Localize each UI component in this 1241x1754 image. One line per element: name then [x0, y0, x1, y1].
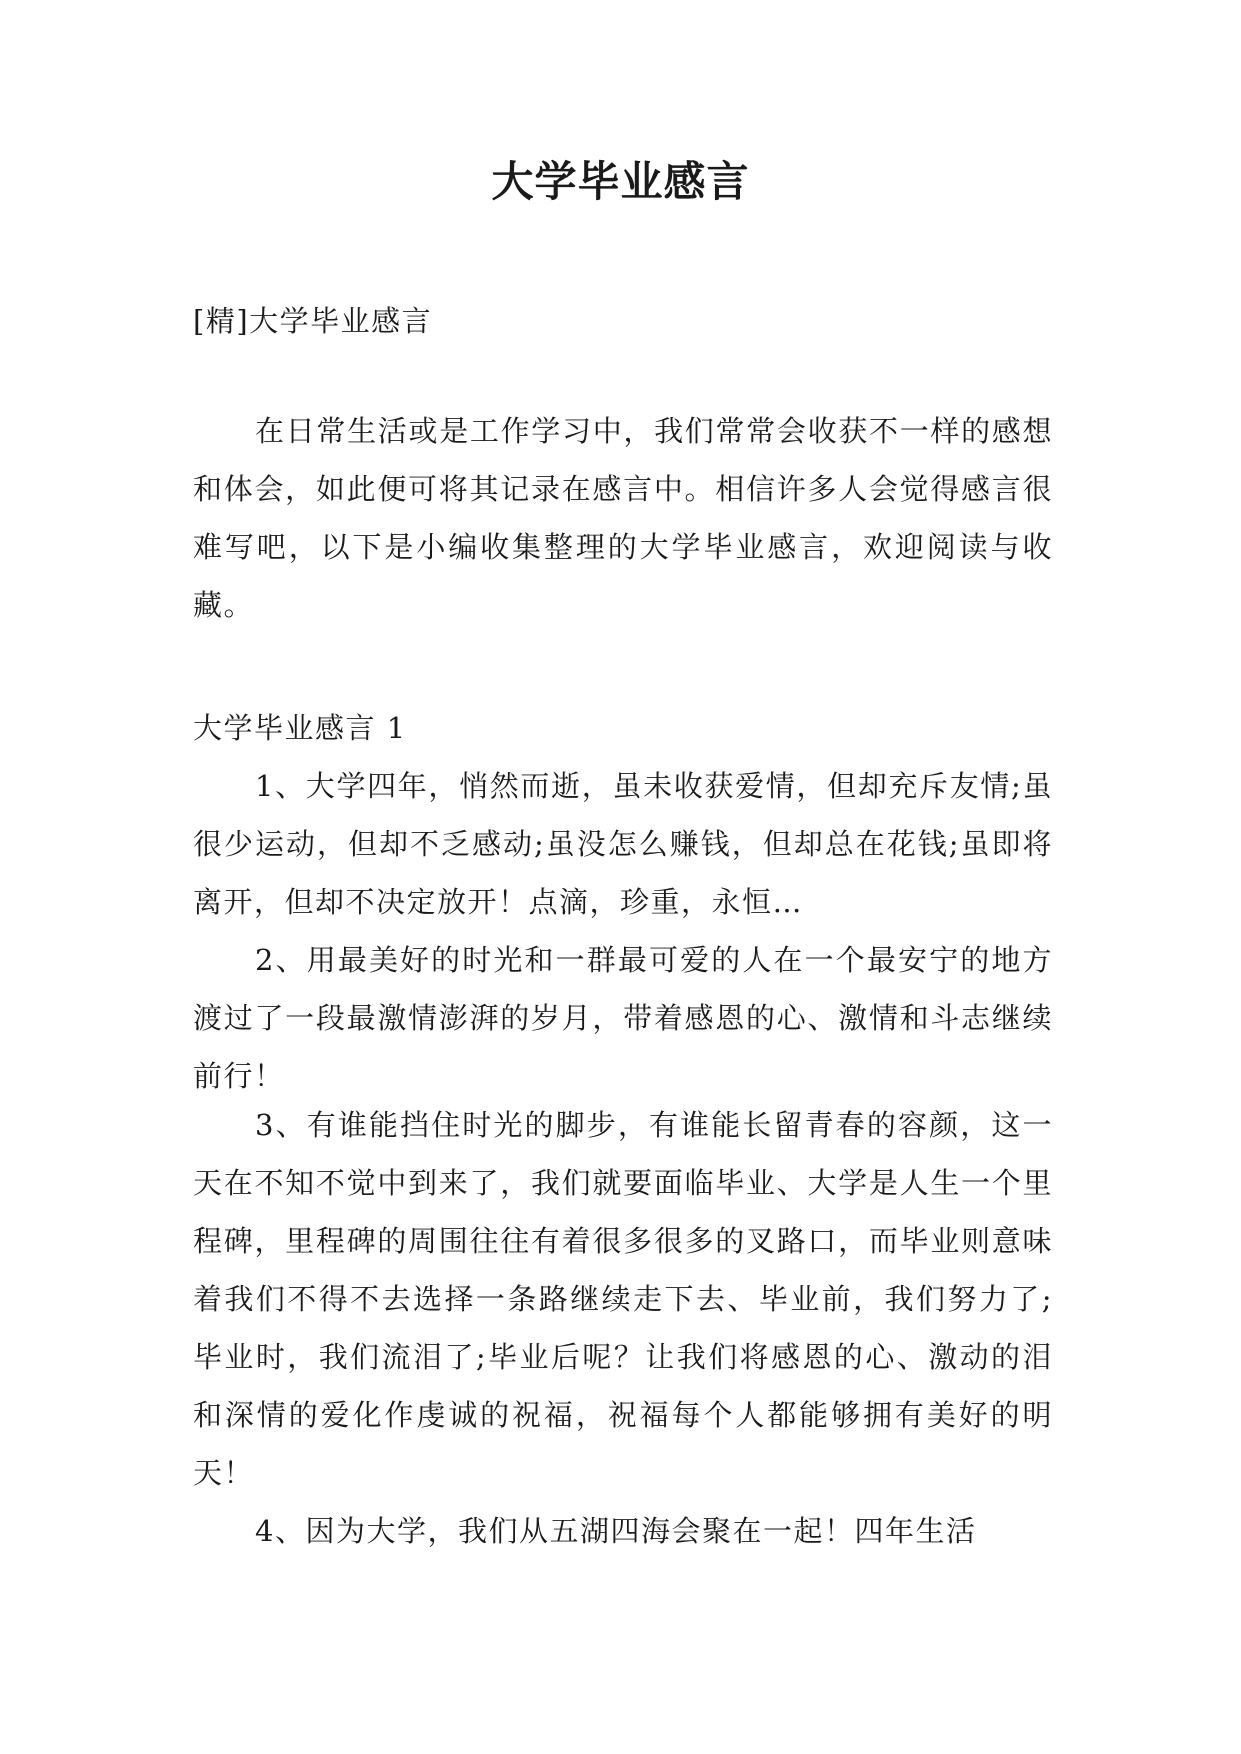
list-item: 4、因为大学，我们从五湖四海会聚在一起！四年生活 — [255, 1514, 977, 1548]
list-item: 1、大学四年，悄然而逝，虽未收获爱情，但却充斥友情;虽很少运动，但却不乏感动;虽没怎么赚钱，但却总在花钱;虽即将离开，但却不决定放开！点滴，珍重，永恒… — [193, 769, 1053, 919]
document-title: 大学毕业感言 — [491, 157, 750, 206]
list-item: 3、有谁能挡住时光的脚步，有谁能长留青春的容颜，这一天在不知不觉中到来了，我们就要面临毕业、大学是人生一个里程碑，里程碑的周围往往有着很多很多的叉路口，而毕业则意味着我们不得不去选择一条路继续走下去、毕业前，我们努力了;毕业时，我们流泪了;毕业后呢？让我们将感恩的心、激动的泪和深情的爱化作虔诚的祝福，祝福每个人都能够拥有美好的明天！ — [193, 1108, 1053, 1490]
document-subtitle: [精]大学毕业感言 — [193, 304, 433, 338]
intro-paragraph: 在日常生活或是工作学习中，我们常常会收获不一样的感想和体会，如此便可将其记录在感言中。相信许多人会觉得感言很难写吧，以下是小编收集整理的大学毕业感言，欢迎阅读与收藏。 — [193, 414, 1053, 622]
list-item: 2、用最美好的时光和一群最可爱的人在一个最安宁的地方渡过了一段最激情澎湃的岁月，带着感恩的心、激情和斗志继续前行！ — [193, 943, 1053, 1093]
section-heading: 大学毕业感言 1 — [193, 711, 407, 745]
